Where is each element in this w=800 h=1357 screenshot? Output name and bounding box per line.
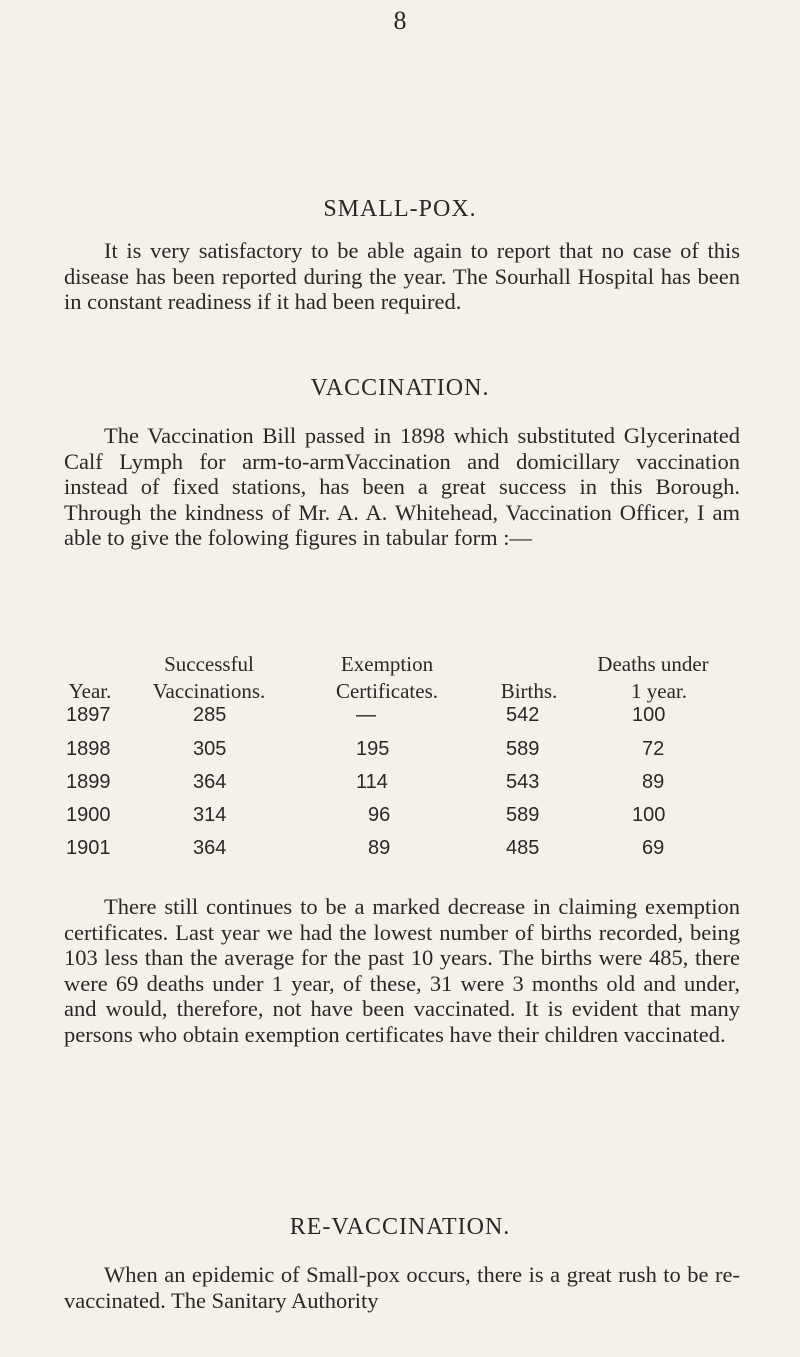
- header-exemptions-top: Exemption: [340, 652, 434, 676]
- cell-births: 543: [506, 771, 540, 793]
- cell-deaths: 69: [642, 837, 665, 859]
- cell-vaccinations: 314: [193, 804, 227, 826]
- cell-births: 589: [506, 738, 540, 760]
- cell-year: 1899: [66, 771, 111, 793]
- table-row: [66, 771, 726, 793]
- header-year: Year.: [68, 679, 112, 703]
- vaccination-heading: VACCINATION.: [310, 375, 490, 401]
- cell-vaccinations: 285: [193, 704, 227, 726]
- cell-year: 1901: [66, 837, 111, 859]
- header-exemptions-bottom: Certificates.: [335, 679, 439, 703]
- revaccination-paragraph: When an epidemic of Small-pox occurs, there is a great rush to be re-vaccinated. The Sanitary Authority: [64, 1262, 740, 1313]
- header-vaccinations-top: Successful: [164, 652, 254, 676]
- cell-births: 485: [506, 837, 540, 859]
- smallpox-paragraph: It is very satisfactory to be able again to report that no case of this disease has been reported during the year. The Sourhall Hospital has been in constant readiness if it had been required.: [64, 238, 740, 314]
- table-row: [66, 738, 726, 760]
- cell-vaccinations: 364: [193, 771, 227, 793]
- cell-year: 1897: [66, 704, 111, 726]
- cell-year: 1898: [66, 738, 111, 760]
- header-vaccinations-bottom: Vaccinations.: [152, 679, 266, 703]
- header-deaths-bottom: 1 year.: [631, 679, 687, 703]
- cell-vaccinations: 364: [193, 837, 227, 859]
- page-number: 8: [393, 6, 407, 35]
- revaccination-heading: RE-VACCINATION.: [289, 1214, 511, 1240]
- cell-exemptions: —: [356, 704, 376, 726]
- smallpox-heading: SMALL-POX.: [323, 196, 477, 222]
- cell-deaths: 100: [632, 704, 666, 726]
- cell-vaccinations: 305: [193, 738, 227, 760]
- vaccination-followup-paragraph: There still continues to be a marked decrease in claiming exemption certificates. Last year we had the lowest number of births recorded, being 103 less than the average for the past 10 years. The births were 485, there were 69 deaths under 1 year, of these, 31 were 3 months old and under, and would, therefore, not have been vaccinated. It is evident that many persons who obtain exemption certificates have their children vaccinated.: [64, 894, 740, 1047]
- cell-exemptions: 114: [356, 771, 388, 793]
- header-births: Births.: [500, 679, 558, 703]
- cell-exemptions: 96: [368, 804, 391, 826]
- table-row: [66, 837, 726, 859]
- cell-births: 589: [506, 804, 540, 826]
- cell-year: 1900: [66, 804, 111, 826]
- cell-births: 542: [506, 704, 540, 726]
- vaccination-intro-paragraph: The Vaccination Bill passed in 1898 which substituted Glycerinated Calf Lymph for arm-to-armVaccination and domicillary vaccination instead of fixed stations, has been a great success in this Borough. Through the kindness of Mr. A. A. Whitehead, Vaccination Officer, I am able to give the folowing figures in tabular form :—: [64, 423, 740, 550]
- table-row: [66, 804, 726, 826]
- cell-deaths: 89: [642, 771, 665, 793]
- cell-deaths: 72: [642, 738, 665, 760]
- cell-exemptions: 89: [368, 837, 391, 859]
- header-deaths-top: Deaths under: [597, 652, 709, 676]
- cell-exemptions: 195: [356, 738, 390, 760]
- table-row: [66, 704, 726, 726]
- cell-deaths: 100: [632, 804, 666, 826]
